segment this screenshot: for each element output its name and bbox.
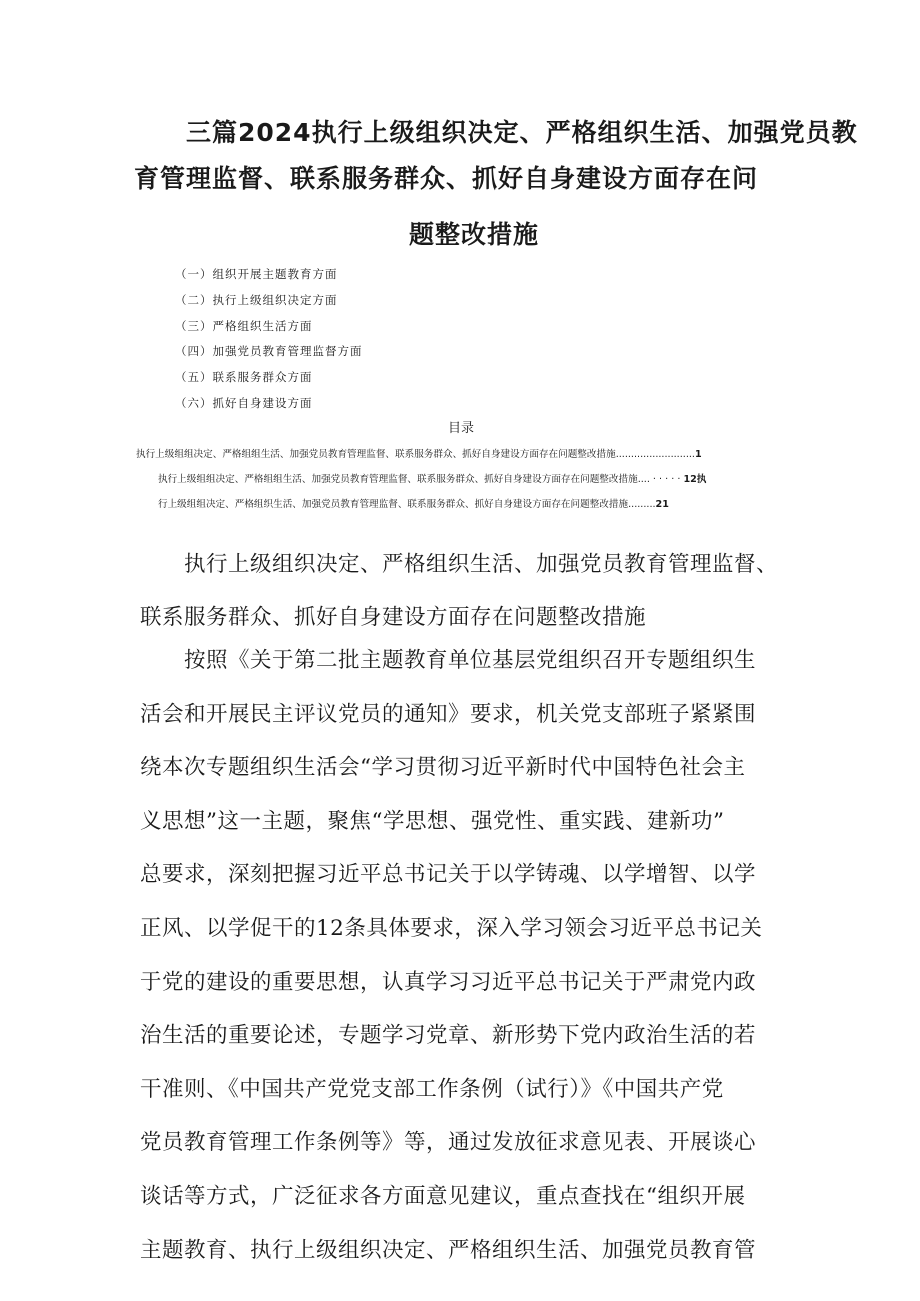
toc-entry-text: 执行上级组组决定、严格组组生活、加强党员教育管理监督、联系服务群众、抓好自身建设方面存在问题整改措施 <box>158 474 638 485</box>
toc-entry-text: 行上级组组决定、严格组织生活、加强党员教育管理监督、联系服务群众、抓好自身建设方面存在问题整改措施 <box>158 499 629 510</box>
toc-page-number: 1 <box>694 449 702 460</box>
section-heading <box>140 538 800 644</box>
toc-page-number: 12执 <box>683 474 707 485</box>
paragraph-line: 于党的建设的重要思想，认真学习习近平总书记关于严肃党内政 <box>140 969 757 995</box>
outline-item: （二）执行上级组织决定方面 <box>175 292 338 307</box>
paragraph-line: 义思想”这一主题，聚焦“学思想、强党性、重实践、建新功” <box>140 808 725 834</box>
toc-entry-text: 执行上级组组决定、严格组组生活、加强党员教育管理监督、联系服务群众、抓好自身建设方面存在问题整改措施 <box>136 449 616 460</box>
paragraph-line: 正风、以学促干的12条具体要求，深入学习领会习近平总书记关 <box>140 915 763 941</box>
outline-item: （一）组织开展主题教育方面 <box>175 267 338 281</box>
paragraph-line: 谈话等方式，广泛征求各方面意见建议，重点查找在“组织开展 <box>140 1183 746 1209</box>
toc-heading: 目录 <box>448 421 475 436</box>
outline-item: （四）加强党员教育管理监督方面 <box>175 344 363 359</box>
paragraph-line: 党员教育管理工作条例等》等，通过发放征求意见表、开展谈心 <box>140 1130 757 1156</box>
outline-item: （五）联系服务群众方面 <box>175 370 313 385</box>
toc-entry[interactable] <box>158 496 669 510</box>
paragraph-line: 活会和开展民主评议党员的通知》要求，机关党支部班子紧紧围 <box>140 701 757 727</box>
title-line: 三篇2024执行上级组织决定、严格组织生活、加强党员教 <box>186 118 858 147</box>
toc-entry[interactable] <box>158 471 706 485</box>
paragraph-line: 总要求，深刻把握习近平总书记关于以学铸魂、以学增智、以学 <box>140 862 757 888</box>
title-line: 育管理监督、联系服务群众、抓好自身建设方面存在问 <box>134 164 759 193</box>
paragraph-line: 干准则、《中国共产党党支部工作条例（试行）》《中国共产党 <box>140 1076 724 1102</box>
toc-page-number: 21 <box>655 499 669 510</box>
section-heading-line: 执行上级组织决定、严格组织生活、加强党员教育管理监督、 <box>184 552 779 577</box>
paragraph-line: 绕本次专题组织生活会“学习贯彻习近平新时代中国特色社会主 <box>140 755 746 781</box>
paragraph-line: 主题教育、执行上级组织决定、严格组织生活、加强党员教育管 <box>140 1237 757 1263</box>
toc-leader: ......... <box>628 499 656 510</box>
outline-item: （三）严格组织生活方面 <box>175 318 313 333</box>
toc-entry[interactable] <box>136 446 702 460</box>
section-outline <box>175 262 363 417</box>
toc-leader: .......................... <box>615 449 695 460</box>
outline-item: （六）抓好自身建设方面 <box>175 395 313 410</box>
paragraph-line: 治生活的重要论述，专题学习党章、新形势下党内政治生活的若 <box>140 1023 757 1049</box>
toc-leader: .... · · · · · <box>637 474 684 485</box>
body-paragraph <box>140 634 800 1277</box>
document-title <box>134 110 858 258</box>
paragraph-line: 按照《关于第二批主题教育单位基层党组织召开专题组织生 <box>184 648 757 673</box>
title-line: 题整改措施 <box>409 220 540 249</box>
section-heading-line: 联系服务群众、抓好自身建设方面存在问题整改措施 <box>140 605 647 630</box>
